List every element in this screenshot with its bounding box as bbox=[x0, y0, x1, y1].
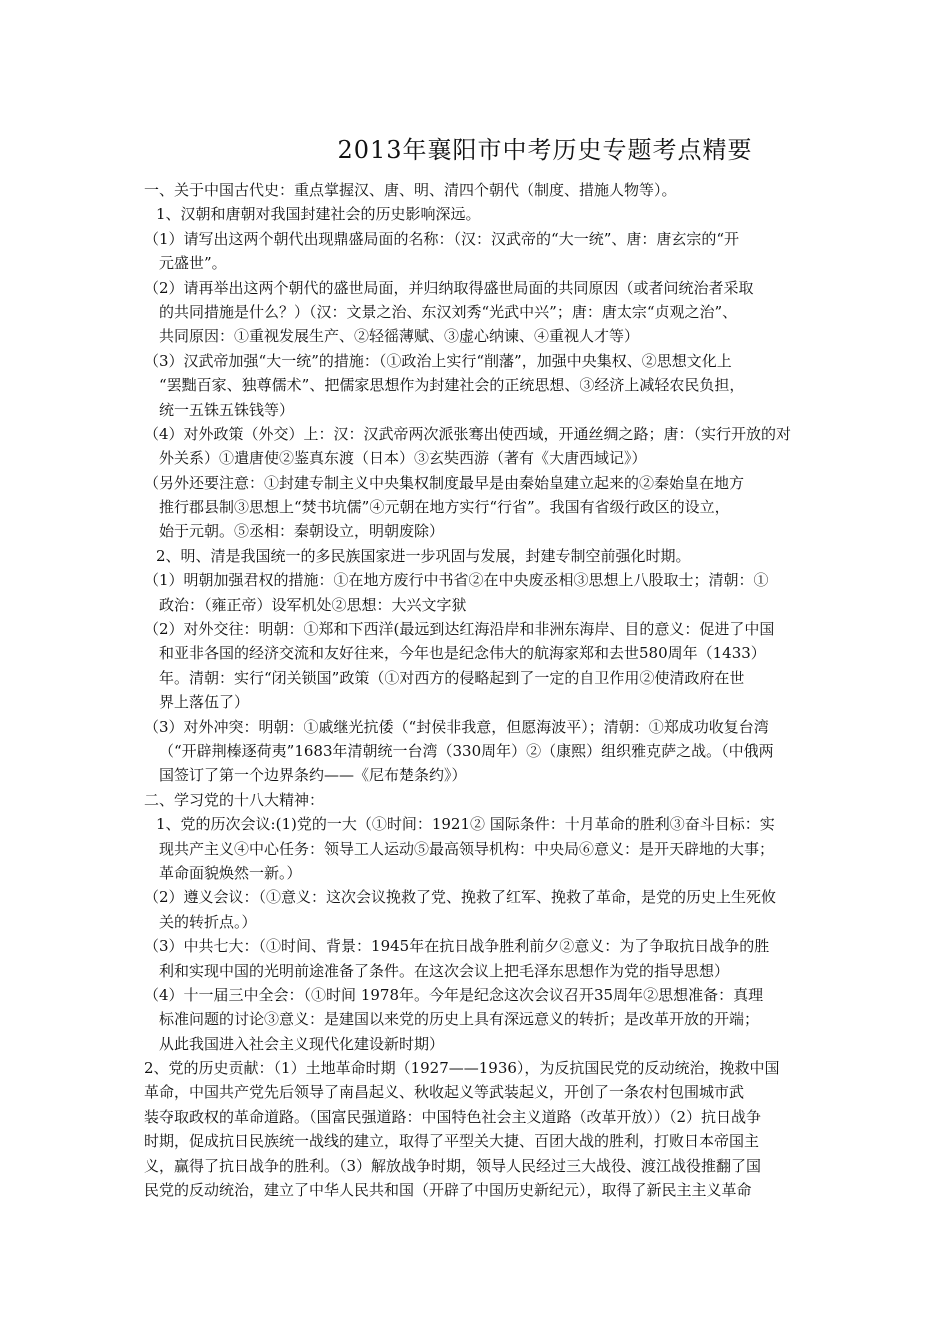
text-line: 的共同措施是什么？）（汉：文景之治、东汉刘秀“光武中兴”；唐：唐太宗“贞观之治”、 bbox=[159, 302, 738, 321]
text-line: 年。清朝：实行“闭关锁国”政策（①对西方的侵略起到了一定的自卫作用②使清政府在世 bbox=[159, 668, 745, 687]
text-line: （2）对外交往：明朝：①郑和下西洋(最远到达红海沿岸和非洲东海岸、目的意义：促进了中国 bbox=[144, 620, 775, 639]
text-line: 时期，促成抗日民族统一战线的建立，取得了平型关大捷、百团大战的胜利，打败日本帝国主 bbox=[144, 1132, 760, 1151]
text-line: 现共产主义④中心任务：领导工人运动⑤最高领导机构：中央局⑥意义：是开天辟地的大事； bbox=[159, 839, 775, 858]
text-line: （1）请写出这两个朝代出现鼎盛局面的名称：（汉：汉武帝的“大一统”、唐：唐玄宗的“开 bbox=[144, 229, 740, 248]
text-line: 1、汉朝和唐朝对我国封建社会的历史影响深远。 bbox=[156, 205, 481, 224]
text-line: 标准问题的讨论③意义：是建国以来党的历史上具有深远意义的转折；是改革开放的开端； bbox=[159, 1010, 760, 1029]
text-line: 政治：（雍正帝）设军机处②思想：大兴文字狱 bbox=[159, 595, 467, 614]
text-line: 二、学习党的十八大精神： bbox=[144, 790, 325, 809]
text-line: 始于元朝。⑤丞相：秦朝设立，明朝废除） bbox=[159, 522, 445, 541]
text-line: 义，赢得了抗日战争的胜利。（3）解放战争时期，领导人民经过三大战役、渡江战役推翻了国 bbox=[144, 1156, 762, 1175]
text-line: （2）遵义会议：（①意义：这次会议挽救了党、挽救了红军、挽救了革命，是党的历史上生死攸 bbox=[144, 888, 777, 907]
text-line: 和亚非各国的经济交流和友好往来，今年也是纪念伟大的航海家郑和去世580周年（1433） bbox=[159, 644, 766, 663]
text-line: 共同原因：①重视发展生产、②轻徭薄赋、③虚心纳谏、④重视人才等） bbox=[159, 327, 640, 346]
text-line: 推行郡县制③思想上“焚书坑儒”④元朝在地方实行“行省”。我国有省级行政区的设立， bbox=[159, 498, 730, 517]
text-line: 关的转折点。） bbox=[159, 912, 257, 931]
text-line: 2、明、清是我国统一的多民族国家进一步巩固与发展，封建专制空前强化时期。 bbox=[156, 546, 691, 565]
page-title: 2013年襄阳市中考历史专题考点精要 bbox=[337, 136, 753, 164]
text-line: （3）中共七大：（①时间、背景：1945年在抗日战争胜利前夕②意义：为了争取抗日战争的胜 bbox=[144, 937, 770, 956]
text-line: 利和实现中国的光明前途准备了条件。在这次会议上把毛泽东思想作为党的指导思想） bbox=[159, 961, 730, 980]
text-line: （4）十一届三中全会：（①时间 1978年。今年是纪念这次会议召开35周年②思想准备：真理 bbox=[144, 985, 764, 1004]
text-line: （另外还要注意：①封建专制主义中央集权制度最早是由秦始皇建立起来的②秦始皇在地方 bbox=[144, 473, 745, 492]
document-body bbox=[144, 178, 820, 1202]
text-line: （2）请再举出这两个朝代的盛世局面，并归纳取得盛世局面的共同原因（或者问统治者采取 bbox=[144, 278, 754, 297]
text-line: 统一五铢五铢钱等） bbox=[159, 400, 295, 419]
text-line: “罢黜百家、独尊儒术”、把儒家思想作为封建社会的正统思想、③经济上减轻农民负担， bbox=[159, 376, 745, 395]
text-line: （“开辟荆榛逐荷夷”1683年清朝统一台湾（330周年）②（康熙）组织雅克萨之战。（中俄两 bbox=[159, 741, 774, 760]
text-line: 从此我国进入社会主义现代化建设新时期） bbox=[159, 1034, 445, 1053]
text-line: 外关系）①遣唐使②鉴真东渡（日本）③玄奘西游（著有《大唐西域记》） bbox=[159, 449, 647, 468]
text-line: （1）明朝加强君权的措施：①在地方废行中书省②在中央废丞相③思想上八股取士；清朝：① bbox=[144, 571, 769, 590]
text-line: 装夺取政权的革命道路。（国富民强道路：中国特色社会主义道路（改革开放））（2）抗日战争 bbox=[144, 1107, 762, 1126]
text-line: 界上落伍了） bbox=[159, 693, 250, 712]
text-line: 1、党的历次会议:(1)党的一大（①时间：1921② 国际条件：十月革命的胜利③奋斗目标：实 bbox=[156, 815, 775, 834]
text-line: 元盛世”。 bbox=[159, 254, 227, 273]
text-line: 革命面貌焕然一新。） bbox=[159, 863, 302, 882]
text-line: 民党的反动统治，建立了中华人民共和国（开辟了中国历史新纪元），取得了新民主主义革命 bbox=[144, 1181, 752, 1200]
text-line: 国签订了第一个边界条约——《尼布楚条约》） bbox=[159, 766, 467, 785]
text-line: 革命，中国共产党先后领导了南昌起义、秋收起义等武装起义，开创了一条农村包围城市武 bbox=[144, 1083, 745, 1102]
text-line: （3）对外冲突：明朝：①戚继光抗倭（“封侯非我意，但愿海波平）；清朝：①郑成功收复台湾 bbox=[144, 717, 769, 736]
text-line: 一、关于中国古代史：重点掌握汉、唐、明、清四个朝代（制度、措施人物等）。 bbox=[144, 181, 677, 199]
text-line: （3）汉武帝加强“大一统”的措施：（①政治上实行“削藩”，加强中央集权、②思想文化上 bbox=[144, 351, 732, 370]
text-line: 2、党的历史贡献：（1）土地革命时期（1927——1936），为反抗国民党的反动统治，挽救中国 bbox=[144, 1059, 780, 1078]
text-line: （4）对外政策（外交）上：汉：汉武帝两次派张骞出使西域，开通丝绸之路；唐：（实行开放的对 bbox=[144, 424, 792, 443]
